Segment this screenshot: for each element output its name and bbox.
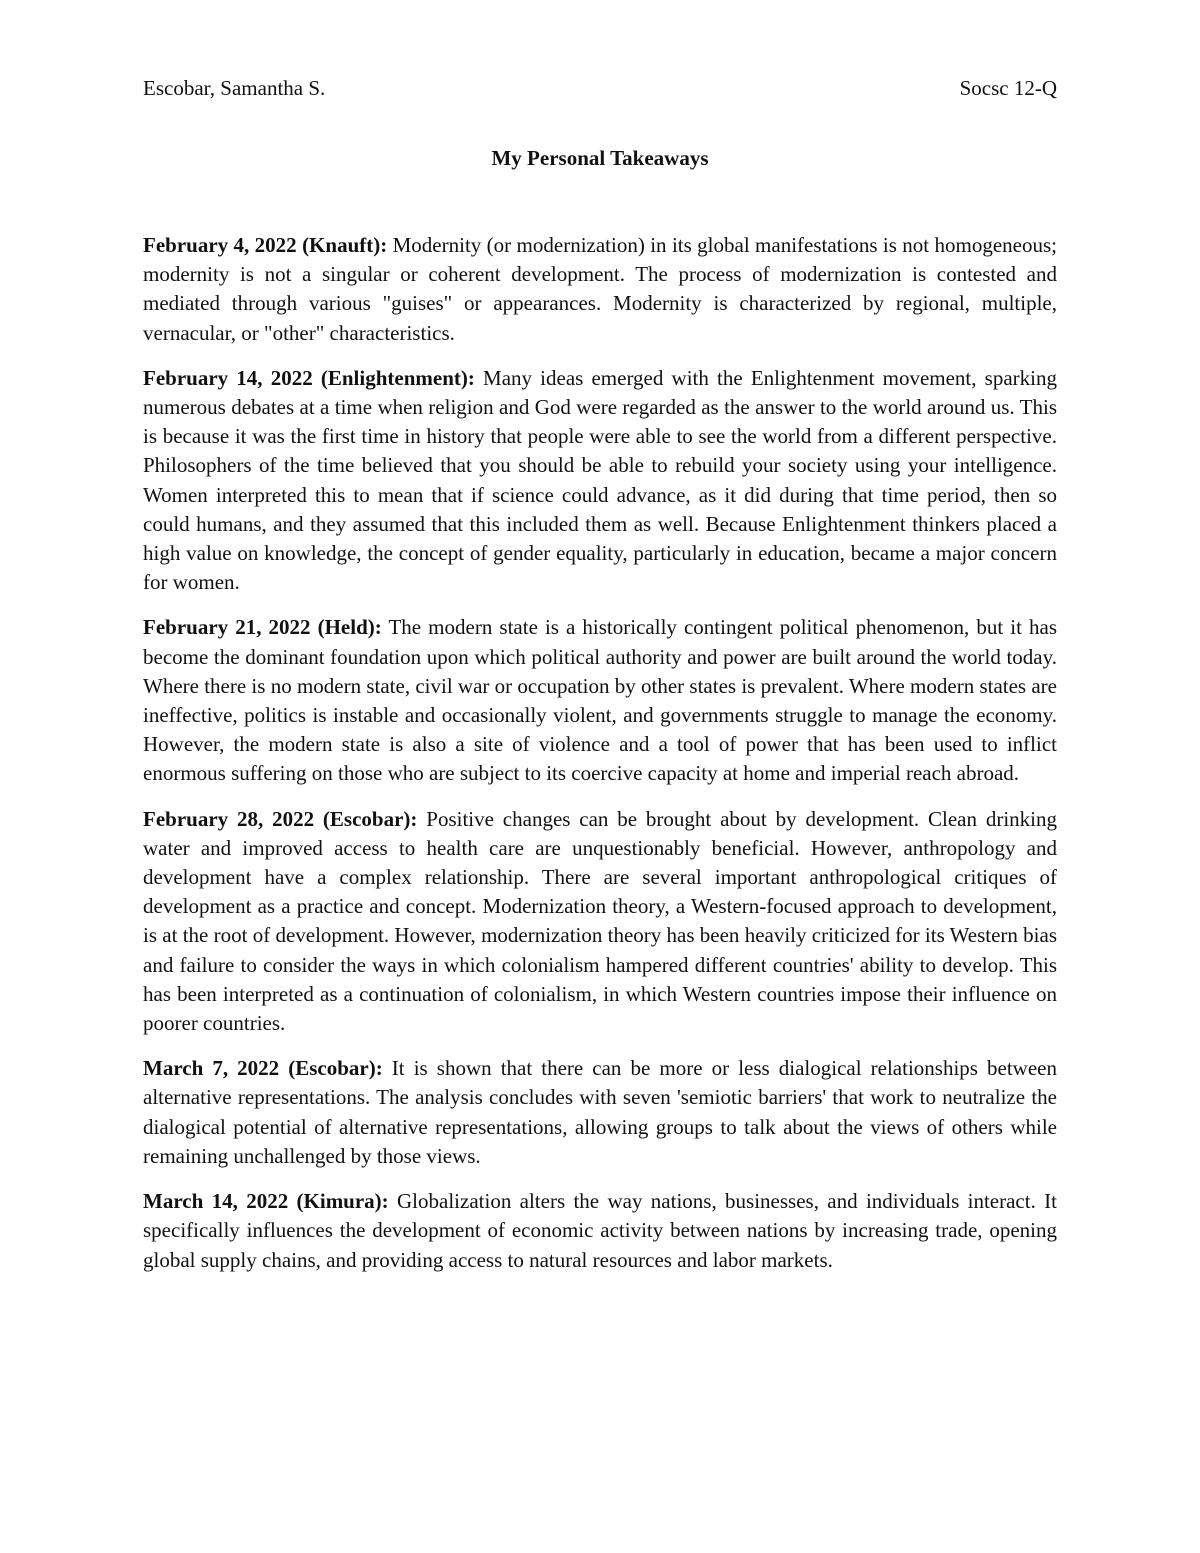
entry-text: The modern state is a historically contingent political phenomenon, but it has become the dominant foundation upon which political authority and power are built around the world today. Where there is no modern state, civil war or occupation by other states is prevalent. Where modern states are ineffective, politics is instable and occasionally violent, and governments struggle to manage the economy. However, the modern state is also a site of violence and a tool of power that has been used to inflict enormous suffering on those who are subject to its coercive capacity at home and imperial reach abroad.: [143, 615, 1058, 786]
entry-kimura: [143, 1187, 1057, 1275]
entry-label: March 14, 2022 (Kimura):: [143, 1189, 389, 1214]
entry-knauft: [143, 231, 1057, 348]
entry-text: Many ideas emerged with the Enlightenment movement, sparking numerous debates at a time when religion and God were regarded as the answer to the world around us. This is because it was the first time in history that people were able to see the world from a different perspective. Philosophers of the time believed that you should be able to rebuild your society using your intelligence. Women interpreted this to mean that if science could advance, as it did during that time period, then so could humans, and they assumed that this included them as well. Because Enlightenment thinkers placed a high value on knowledge, the concept of gender equality, particularly in education, became a major concern for women.: [143, 365, 1057, 595]
entry-enlightenment: [143, 364, 1057, 598]
author-name: Escobar, Samantha S.: [143, 76, 326, 100]
entry-label: February 4, 2022 (Knauft):: [143, 233, 388, 257]
document-body: [143, 231, 1057, 1291]
entry-escobar-development: [143, 805, 1057, 1039]
entry-label: February 28, 2022 (Escobar):: [143, 806, 418, 831]
entry-label: March 7, 2022 (Escobar):: [143, 1056, 383, 1081]
entry-text: Globalization alters the way nations, businesses, and individuals interact. It specifically influences the development of economic activity between nations by increasing trade, opening global supply chains, and providing access to natural resources and labor markets.: [143, 1189, 1058, 1272]
entry-held: [143, 613, 1057, 788]
course-code: Socsc 12-Q: [959, 76, 1057, 100]
entry-label: February 21, 2022 (Held):: [143, 615, 382, 640]
entry-escobar-representations: [143, 1054, 1057, 1171]
entry-text: Modernity (or modernization) in its global manifestations is not homogeneous; modernity is not a singular or coherent development. The process of modernization is contested and mediated through various "guises" or appearances. Modernity is characterized by regional, multiple, vernacular, or "other" characteristics.: [143, 233, 1058, 345]
entry-text: Positive changes can be brought about by development. Clean drinking water and improved access to health care are unquestionably beneficial. However, anthropology and development have a complex relationship. There are several important anthropological critiques of development as a practice and concept. Modernization theory, a Western-focused approach to development, is at the root of development. However, modernization theory has been heavily criticized for its Western bias and failure to consider the ways in which colonialism hampered different countries' ability to develop. This has been interpreted as a continuation of colonialism, in which Western countries impose their influence on poorer countries.: [143, 806, 1058, 1036]
entry-label: February 14, 2022 (Enlightenment):: [143, 365, 475, 390]
entry-text: It is shown that there can be more or less dialogical relationships between alternative representations. The analysis concludes with seven 'semiotic barriers' that work to neutralize the dialogical potential of alternative representations, allowing groups to talk about the views of others while remaining unchallenged by those views.: [143, 1056, 1057, 1168]
document-title: My Personal Takeaways: [491, 146, 709, 170]
